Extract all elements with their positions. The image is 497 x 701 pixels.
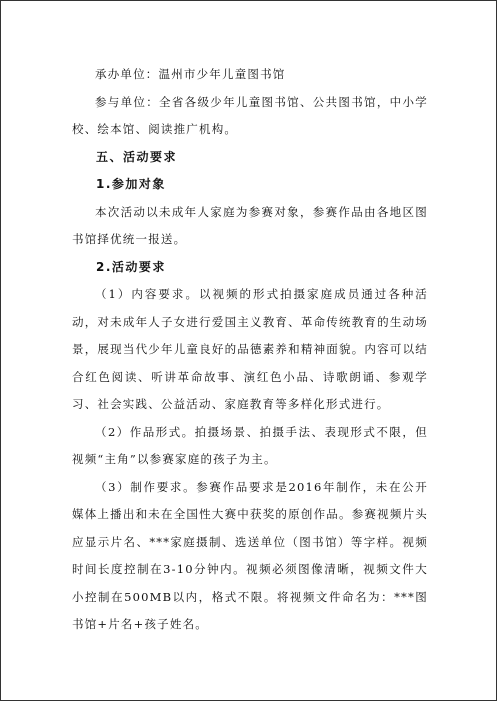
heading-requirements: 2.活动要求: [96, 259, 166, 274]
paragraph-content-requirements: （1）内容要求。以视频的形式拍摄家庭成员通过各种活动，对未成年人子女进行爱国主义教育、革命传统教育的生动场景，展现当代少年儿童良好的品德素养和精神面貌。内容可以结合红色阅读、听讲革命故事、演红色小品、诗歌朗诵、参观学习、社会实践、公益活动、家庭教育等多样化形式进行。: [72, 287, 428, 411]
document-body: [72, 61, 428, 639]
heading-participants: 1.参加对象: [96, 177, 166, 191]
paragraph-production-requirements: （3）制作要求。参赛作品要求是2016年制作，未在公开媒体上播出和未在全国性大赛中获奖的原创作品。参赛视频片头应显示片名、***家庭摄制、选送单位（图书馆）等字样。视频时间长度控制在3-10分钟内。视频必须图像清晰，视频文件大小控制在500MB以内，格式不限。将视频文件命名为：***图书馆+片名+孩子姓名。: [72, 479, 428, 631]
paragraph-organizer: 承办单位：温州市少年儿童图书馆: [95, 67, 286, 81]
heading-activity-requirements: 五、活动要求: [96, 149, 178, 164]
paragraph-participants: 参与单位：全省各级少年儿童图书馆、公共图书馆，中小学校、绘本馆、阅读推广机构。: [72, 94, 428, 136]
paragraph-work-format: （2）作品形式。拍摄场景、拍摄手法、表现形式不限，但视频“主角”以参赛家庭的孩子为主。: [72, 424, 428, 466]
paragraph-participant-scope: 本次活动以未成年人家庭为参赛对象，参赛作品由各地区图书馆择优统一报送。: [72, 204, 428, 246]
